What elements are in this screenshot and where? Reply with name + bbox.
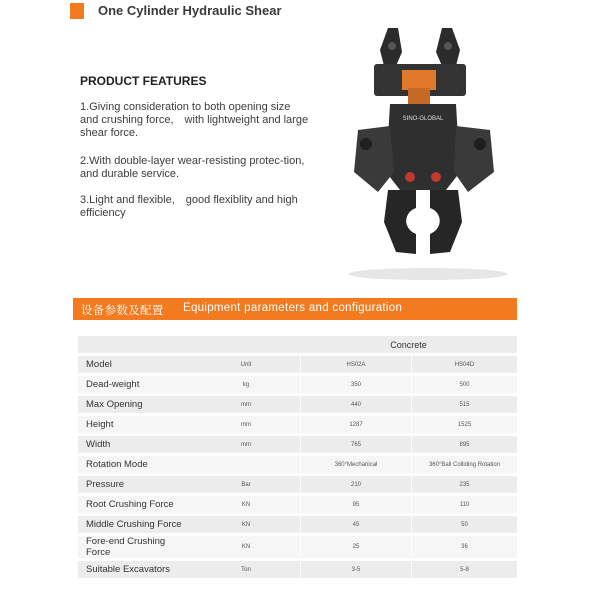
row-name: Suitable Excavators bbox=[78, 561, 192, 578]
table-row bbox=[78, 436, 517, 453]
table-row bbox=[78, 356, 517, 373]
row-name: Max Opening bbox=[78, 396, 192, 413]
table-row bbox=[78, 416, 517, 433]
row-value-hs04d: 235 bbox=[411, 476, 517, 493]
row-unit: Unit bbox=[192, 356, 300, 373]
row-name: Model bbox=[78, 356, 192, 373]
right-indicator bbox=[431, 172, 441, 182]
right-arm-pin bbox=[474, 138, 486, 150]
banner-cn-title: 设备参数及配置 bbox=[81, 305, 164, 317]
spec-table bbox=[78, 333, 517, 581]
product-shadow bbox=[348, 268, 508, 280]
row-value-hs02a: 350 bbox=[300, 376, 411, 393]
left-jaw bbox=[384, 190, 416, 254]
feature-item-1: 1.Giving consideration to both opening size and crushing force, with lightweight and large shear force. bbox=[80, 101, 309, 139]
row-value-hs02a: 1287 bbox=[300, 416, 411, 433]
row-name: Width bbox=[78, 436, 192, 453]
row-unit: mm bbox=[192, 416, 300, 433]
row-value-hs04d: 110 bbox=[411, 496, 517, 513]
right-jaw bbox=[430, 190, 462, 254]
table-group-header-row bbox=[78, 336, 517, 353]
left-indicator bbox=[405, 172, 415, 182]
row-value-hs02a: 765 bbox=[300, 436, 411, 453]
left-lug-pin bbox=[388, 42, 396, 50]
row-value-hs04d: 500 bbox=[411, 376, 517, 393]
table-row bbox=[78, 376, 517, 393]
row-name: Height bbox=[78, 416, 192, 433]
row-name: Dead-weight bbox=[78, 376, 192, 393]
hydraulic-shear-image bbox=[318, 22, 528, 284]
row-name: Pressure bbox=[78, 476, 192, 493]
row-unit: mm bbox=[192, 436, 300, 453]
left-arm-pin bbox=[360, 138, 372, 150]
row-name: Middle Crushing Force bbox=[78, 516, 192, 533]
row-value-hs02a: 3-5 bbox=[300, 561, 411, 578]
row-value-hs04d: HS04D bbox=[411, 356, 517, 373]
row-value-hs04d: 1525 bbox=[411, 416, 517, 433]
row-name: Rotation Mode bbox=[78, 456, 192, 473]
row-value-hs02a: 360°Mechanical bbox=[300, 456, 411, 473]
feature-item-3: 3.Light and flexible, good flexiblity and high efficiency bbox=[80, 194, 298, 219]
row-value-hs04d: 36 bbox=[411, 536, 517, 558]
row-unit: Ton bbox=[192, 561, 300, 578]
rotator-orange-plate bbox=[402, 70, 436, 90]
group-header-concrete: Concrete bbox=[300, 336, 517, 353]
table-row bbox=[78, 396, 517, 413]
row-value-hs02a: 95 bbox=[300, 496, 411, 513]
row-value-hs02a: HS02A bbox=[300, 356, 411, 373]
row-value-hs04d: 5-8 bbox=[411, 561, 517, 578]
feature-item-2: 2.With double-layer wear-resisting protec-tion, and durable service. bbox=[80, 155, 316, 180]
row-value-hs02a: 210 bbox=[300, 476, 411, 493]
right-arm bbox=[454, 126, 494, 192]
row-unit: KN bbox=[192, 516, 300, 533]
row-unit: mm bbox=[192, 396, 300, 413]
row-unit: KN bbox=[192, 496, 300, 513]
table-row bbox=[78, 456, 517, 473]
brand-label: SINO-GLOBAL bbox=[402, 116, 444, 122]
table-row bbox=[78, 516, 517, 533]
table-row bbox=[78, 476, 517, 493]
table-row bbox=[78, 496, 517, 513]
row-unit: KN bbox=[192, 536, 300, 558]
row-value-hs04d: 515 bbox=[411, 396, 517, 413]
row-value-hs04d: 50 bbox=[411, 516, 517, 533]
row-name: Fore-end Crushing Force bbox=[78, 536, 192, 558]
page-title: One Cylinder Hydraulic Shear bbox=[98, 3, 282, 18]
row-value-hs04d: 360°Ball Colliding Rotation bbox=[411, 456, 517, 473]
row-unit bbox=[192, 456, 300, 473]
features-heading: PRODUCT FEATURES bbox=[80, 74, 207, 88]
title-accent-block bbox=[70, 3, 84, 19]
row-unit: kg bbox=[192, 376, 300, 393]
section-banner bbox=[73, 298, 517, 320]
row-value-hs02a: 45 bbox=[300, 516, 411, 533]
right-lug-pin bbox=[444, 42, 452, 50]
row-name: Root Crushing Force bbox=[78, 496, 192, 513]
row-unit: Bar bbox=[192, 476, 300, 493]
table-row bbox=[78, 536, 517, 558]
banner-en-title: Equipment parameters and configuration bbox=[183, 302, 403, 314]
left-arm bbox=[354, 126, 394, 192]
row-value-hs04d: 895 bbox=[411, 436, 517, 453]
row-value-hs02a: 25 bbox=[300, 536, 411, 558]
table-row bbox=[78, 561, 517, 578]
row-value-hs02a: 440 bbox=[300, 396, 411, 413]
